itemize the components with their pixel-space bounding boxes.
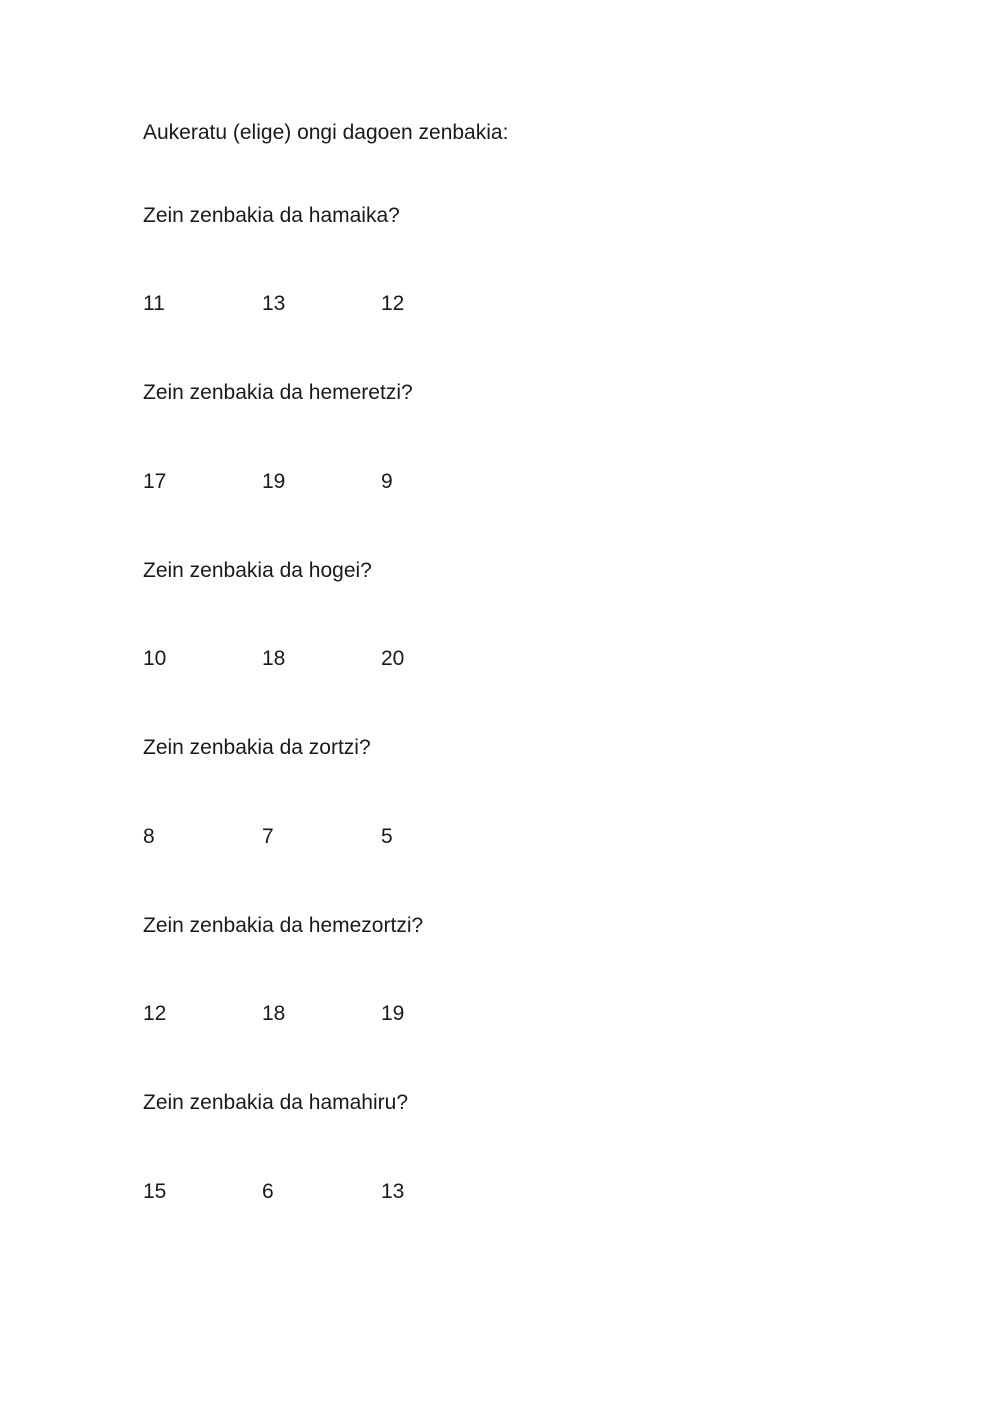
question-4-option-3[interactable]: 5 — [381, 825, 393, 848]
question-2-option-3[interactable]: 9 — [381, 470, 393, 493]
question-5-option-3[interactable]: 19 — [381, 1002, 405, 1025]
question-6-option-2[interactable]: 6 — [262, 1180, 274, 1203]
question-5-options — [143, 1001, 543, 1027]
question-2-option-1[interactable]: 17 — [143, 470, 167, 493]
question-3-option-3[interactable]: 20 — [381, 647, 405, 670]
question-4-option-1[interactable]: 8 — [143, 825, 155, 848]
question-6-option-3[interactable]: 13 — [381, 1180, 405, 1203]
question-3-prompt: Zein zenbakia da hogei? — [143, 559, 372, 582]
question-1-prompt: Zein zenbakia da hamaika? — [143, 204, 400, 227]
question-6-prompt: Zein zenbakia da hamahiru? — [143, 1091, 409, 1114]
instruction-text: Aukeratu (elige) ongi dagoen zenbakia: — [143, 121, 509, 144]
question-1-options — [143, 291, 543, 317]
question-3-option-1[interactable]: 10 — [143, 647, 167, 670]
question-2-prompt: Zein zenbakia da hemeretzi? — [143, 381, 413, 404]
question-2-options — [143, 469, 543, 495]
question-4-prompt: Zein zenbakia da zortzi? — [143, 736, 371, 759]
question-3-option-2[interactable]: 18 — [262, 647, 286, 670]
question-1-option-2[interactable]: 13 — [262, 292, 286, 315]
question-5-option-1[interactable]: 12 — [143, 1002, 167, 1025]
question-4-option-2[interactable]: 7 — [262, 825, 274, 848]
question-6-option-1[interactable]: 15 — [143, 1180, 167, 1203]
question-6-options — [143, 1179, 543, 1205]
question-1-option-3[interactable]: 12 — [381, 292, 405, 315]
question-5-prompt: Zein zenbakia da hemezortzi? — [143, 914, 424, 937]
question-3-options — [143, 646, 543, 672]
question-5-option-2[interactable]: 18 — [262, 1002, 286, 1025]
question-2-option-2[interactable]: 19 — [262, 470, 286, 493]
question-1-option-1[interactable]: 11 — [143, 292, 165, 315]
question-4-options — [143, 824, 543, 850]
